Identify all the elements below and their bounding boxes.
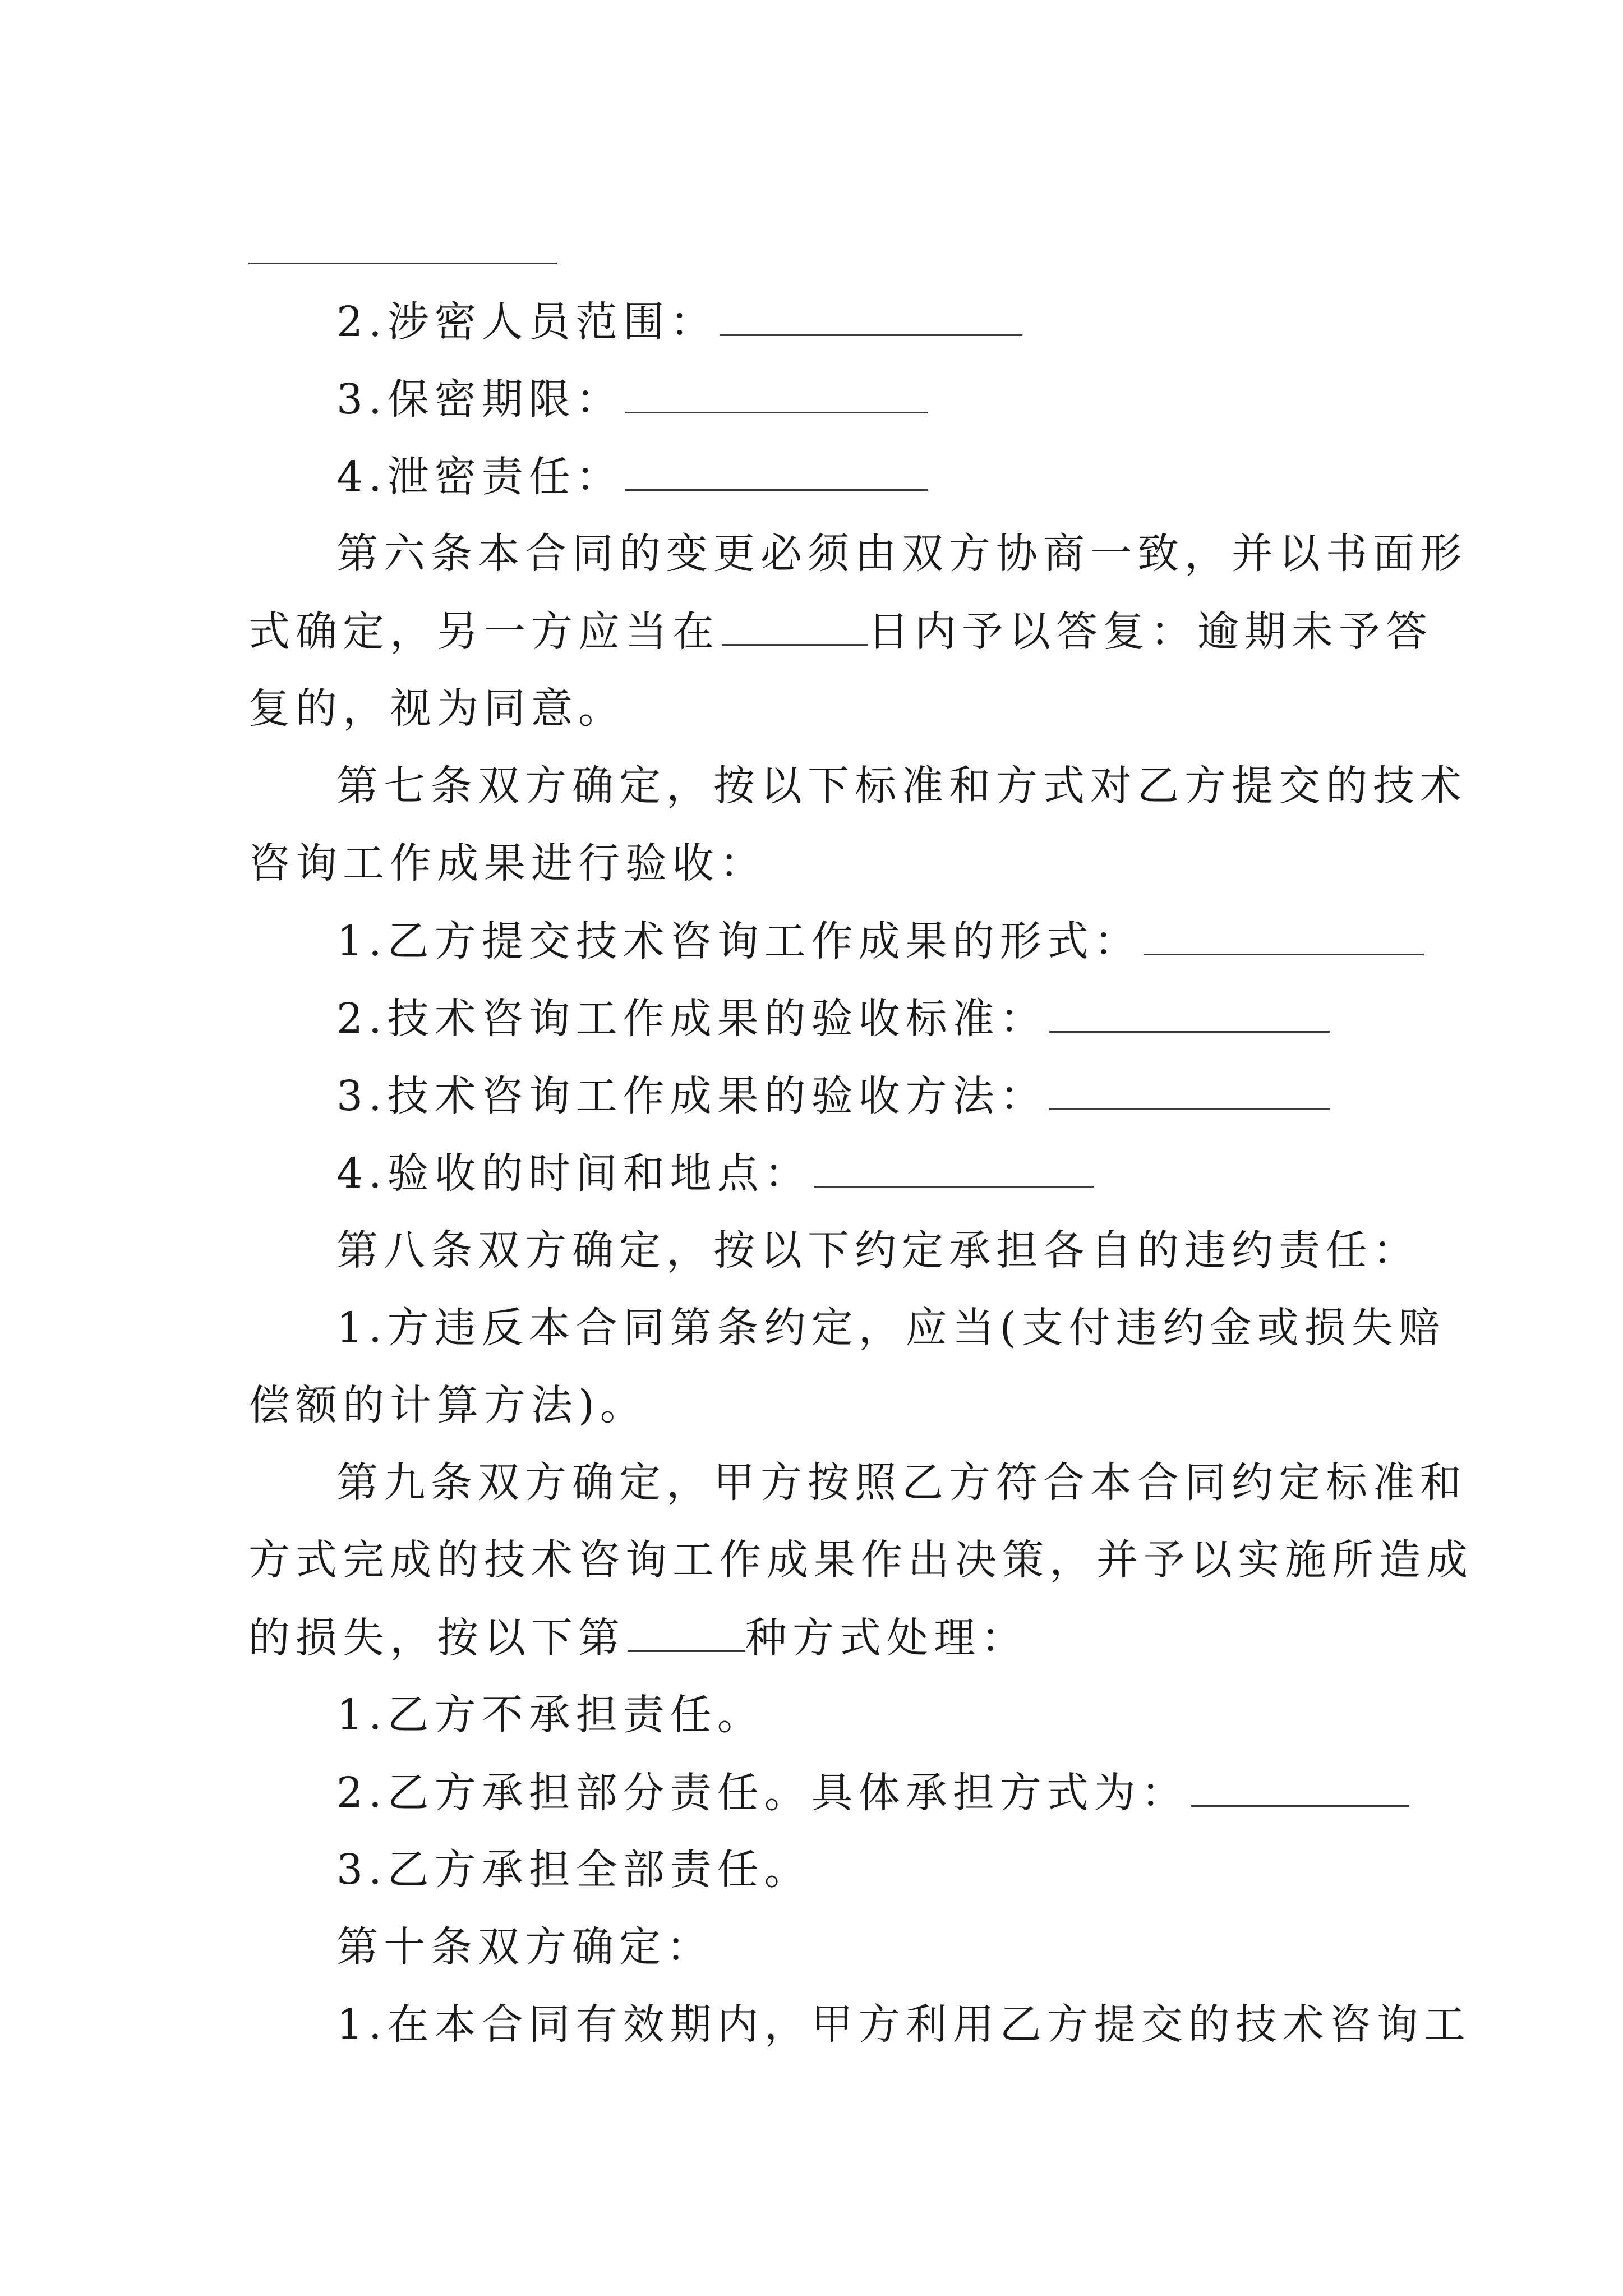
- line-text: 3.技术咨询工作成果的验收方法：: [336, 1072, 1047, 1120]
- fill-blank: [1144, 920, 1424, 955]
- line-text: 方式完成的技术咨询工作成果作出决策，并予以实施所造成: [248, 1536, 1473, 1584]
- article-9-line-2: [248, 1536, 1473, 1584]
- line-text: 偿额的计算方法)。: [248, 1381, 647, 1429]
- fill-blank: [1049, 997, 1330, 1033]
- line-text: 4.泄密责任：: [336, 453, 623, 501]
- article-10-line-1: [336, 1923, 713, 1971]
- line-text-after: 日内予以答复：逾期未予答: [868, 608, 1433, 656]
- line-text: 第七条双方确定，按以下标准和方式对乙方提交的技术: [336, 762, 1467, 810]
- article-9-line-1: [336, 1458, 1467, 1507]
- line-text: 第八条双方确定，按以下约定承担各自的违约责任：: [336, 1226, 1420, 1274]
- line-text: 第十条双方确定：: [336, 1923, 713, 1971]
- line-acceptance-method: [336, 1072, 1330, 1120]
- fill-blank: [1191, 1772, 1409, 1807]
- fill-blank: [625, 378, 928, 413]
- line-text: 3.保密期限：: [336, 375, 623, 424]
- line-text: 2.技术咨询工作成果的验收标准：: [336, 995, 1047, 1043]
- line-text: 1.乙方不承担责任。: [336, 1691, 764, 1739]
- article-8-line-1: [336, 1226, 1420, 1274]
- article-9-option-1: [336, 1691, 764, 1739]
- line-text: 第六条本合同的变更必须由双方协商一致，并以书面形: [336, 530, 1467, 578]
- line-acceptance-time-place: [336, 1149, 1094, 1198]
- article-6-line-1: [336, 530, 1467, 578]
- fill-blank: [628, 1617, 745, 1652]
- line-text: 1.在本合同有效期内，甲方利用乙方提交的技术咨询工: [336, 2000, 1471, 2049]
- line-text-after: 种方式处理：: [745, 1614, 1028, 1662]
- article-9-line-3: [248, 1614, 1028, 1662]
- line-deliverable-form: [336, 917, 1424, 965]
- top-blank-line: [248, 263, 557, 264]
- line-text: 3.乙方承担全部责任。: [336, 1846, 811, 1894]
- article-7-line-1: [336, 762, 1467, 810]
- fill-blank: [720, 301, 1022, 336]
- line-text: 1.乙方提交技术咨询工作成果的形式：: [336, 917, 1141, 965]
- line-confidentiality-period: [336, 375, 928, 424]
- line-text: 的损失，按以下第: [248, 1614, 625, 1662]
- fill-blank: [722, 610, 868, 646]
- line-text: 第九条双方确定，甲方按照乙方符合本合同约定标准和: [336, 1458, 1467, 1507]
- article-9-option-3: [336, 1846, 811, 1894]
- article-7-line-2: [248, 839, 767, 887]
- article-6-line-2: [248, 608, 1433, 656]
- line-text: 复的，视为同意。: [248, 684, 625, 733]
- fill-blank: [625, 455, 928, 491]
- line-text: 2.乙方承担部分责任。具体承担方式为：: [336, 1769, 1188, 1817]
- article-10-item-1-line-1: [336, 2000, 1471, 2049]
- fill-blank: [814, 1152, 1094, 1188]
- line-text: 咨询工作成果进行验收：: [248, 839, 767, 887]
- line-leak-liability: [336, 453, 928, 501]
- article-8-item-1-line-2: [248, 1381, 647, 1429]
- article-9-option-2: [336, 1769, 1409, 1817]
- line-acceptance-standard: [336, 995, 1330, 1043]
- article-6-line-3: [248, 684, 625, 733]
- article-8-item-1-line-1: [336, 1304, 1446, 1352]
- fill-blank: [1049, 1075, 1330, 1110]
- line-text: 1.方违反本合同第条约定，应当(支付违约金或损失赔: [336, 1304, 1446, 1352]
- line-secret-personnel-scope: [336, 298, 1022, 346]
- line-text: 式确定，另一方应当在: [248, 608, 720, 656]
- line-text: 4.验收的时间和地点：: [336, 1149, 811, 1198]
- line-text: 2.涉密人员范围：: [336, 298, 717, 346]
